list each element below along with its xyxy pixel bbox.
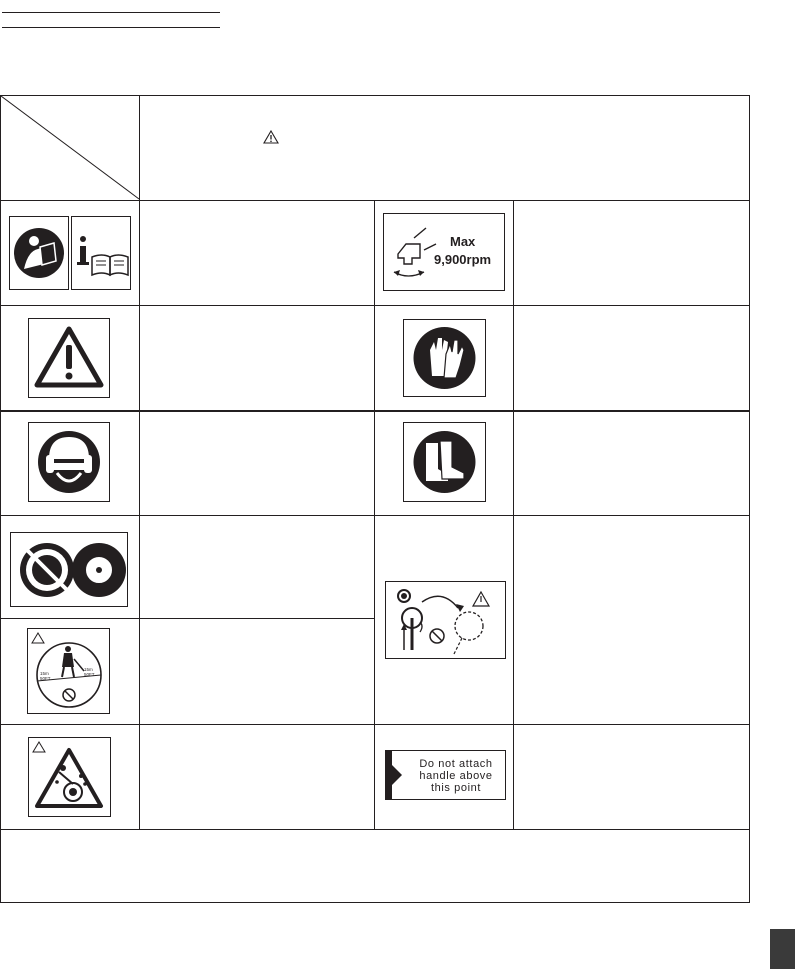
handle-label-line2: handle above [419, 770, 493, 782]
column-divider [513, 200, 514, 829]
heading-rule-bottom [2, 27, 220, 28]
thrown-objects-symbol [28, 737, 111, 817]
blade-prohibited-symbol [10, 532, 128, 607]
distance-left-label: 15m 50FT [40, 671, 51, 681]
symbols-table [0, 95, 750, 903]
rpm-label: 9,900rpm [434, 252, 492, 267]
handle-position-label-icon [386, 751, 404, 799]
handle-label-line1: Do not attach [419, 758, 493, 770]
boots-symbol [403, 422, 486, 502]
heading-rule-top [2, 12, 220, 13]
rotation-symbol [385, 581, 506, 659]
warning-triangle-icon [29, 319, 109, 397]
gloves-icon [404, 320, 485, 396]
max-label: Max [450, 234, 476, 249]
read-manual-symbol [9, 216, 69, 290]
safety-boots-icon [404, 423, 485, 501]
keep-distance-symbol [27, 628, 110, 714]
section-tab [770, 929, 795, 969]
thrown-objects-warning-icon [29, 738, 110, 816]
column-divider [374, 200, 375, 829]
info-book-icon [72, 217, 130, 289]
no-metal-blade-icon [11, 533, 127, 606]
helmet-symbol [28, 422, 110, 502]
rotation-direction-icon [386, 582, 505, 658]
row-divider [1, 618, 374, 619]
header-diagonal-line [1, 96, 140, 200]
handle-position-symbol [385, 750, 506, 800]
warning-triangle-icon [263, 130, 279, 144]
gloves-symbol [403, 319, 486, 397]
warning-symbol [28, 318, 110, 398]
distance-right-label: 15m 50FT [84, 667, 95, 677]
read-manual-icon [10, 217, 68, 289]
max-speed-symbol [383, 213, 505, 291]
handle-label-line3: this point [430, 782, 482, 794]
row-divider [1, 829, 749, 830]
helmet-ear-eye-protection-icon [29, 423, 109, 501]
column-divider [139, 96, 140, 829]
manual-info-symbol [71, 216, 131, 290]
